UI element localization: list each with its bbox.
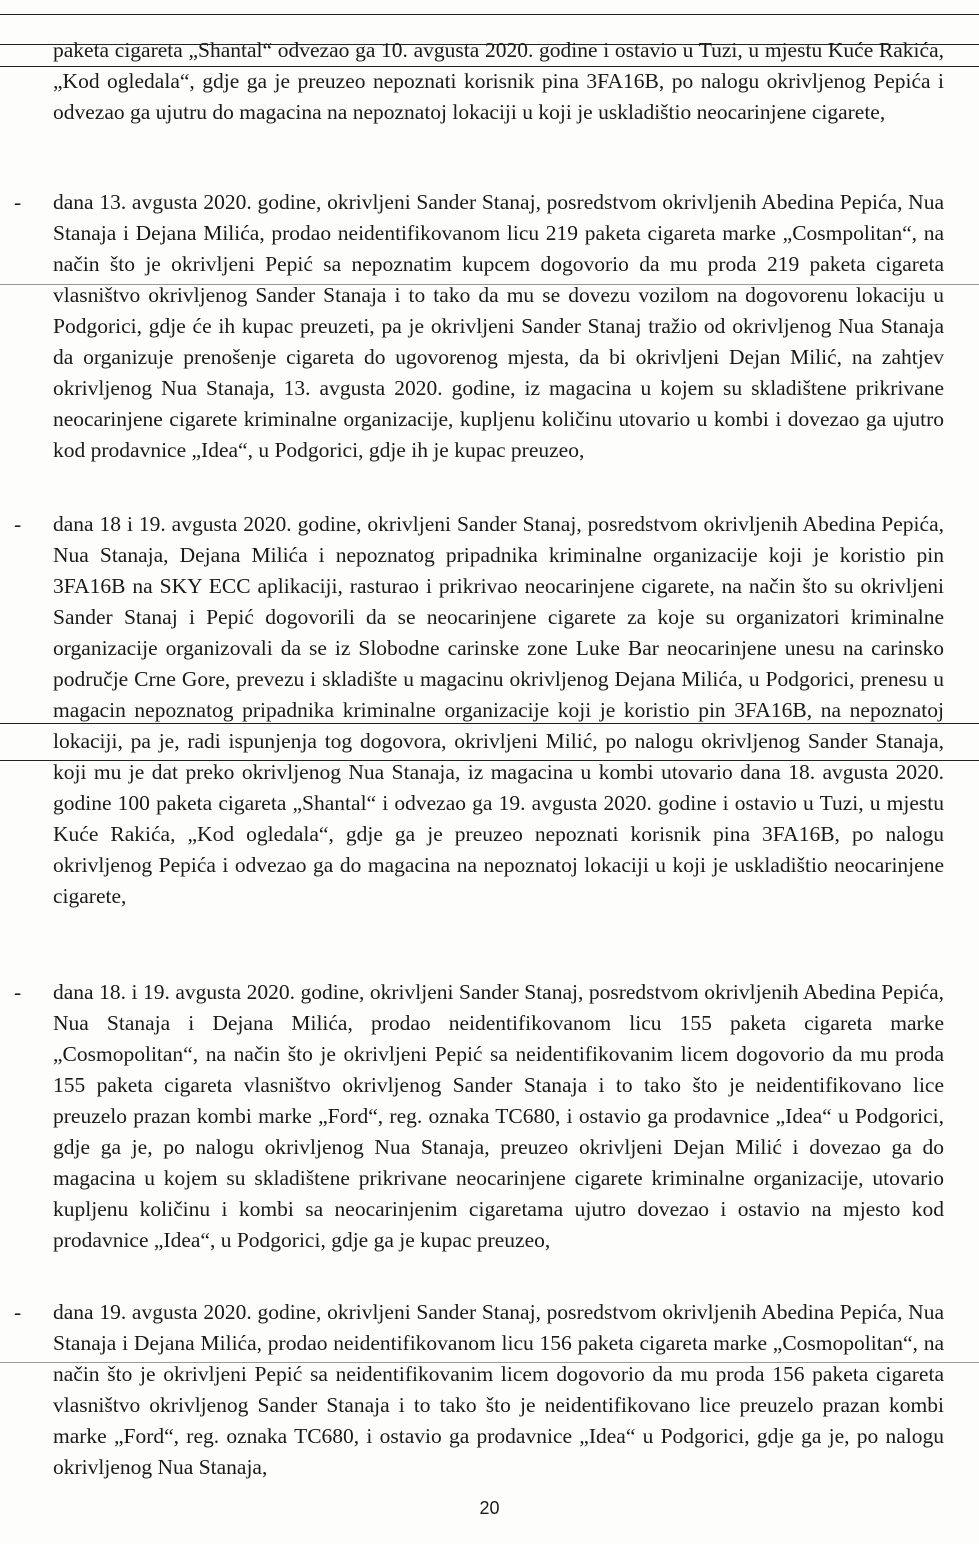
paragraph-continuation: paketa cigareta „Shantal“ odvezao ga 10. avgusta 2020. godine i ostavio u Tuzi, u mjestu Kuće Rakića, „Kod ogledala“, gdje ga je preuzeo nepoznati korisnik pina 3FA16B, po nalogu okrivljenog Pepića i odvezao ga ujutru do magacina na nepoznatoj lokaciji u koji je uskladištio neocarinjene cigarete, <box>53 38 944 124</box>
list-bullet: - <box>14 1300 22 1324</box>
list-item-text: dana 18 i 19. avgusta 2020. godine, okrivljeni Sander Stanaj, posredstvom okrivljenih Abedina Pepića, Nua Stanaja, Dejana Milića i nepoznatog pripadnika kriminalne organizacije koji je koristio pin 3FA16B na SKY ECC aplikaciji, rasturao i prikrivao neocarinjene cigarete, na način što su okrivljeni Sander Stanaj i Pepić dogovorili da se neocarinjene cigarete za koje su organizatori kriminalne organizacije organizovali da se iz Slobodne carinske zone Luke Bar neocarinjene unesu na carinsko područje Crne Gore, prevezu i skladište u magacinu okrivljenog Dejana Milića, u Podgorici, prenesu u magacin nepoznatog pripadnika kriminalne organizacije koji je koristio pin 3FA16B, na nepoznatoj lokaciji, pa je, radi ispunjenja tog dogovora, okrivljeni Milić, po nalogu okrivljenog Sander Stanaja, koji mu je dat preko okrivljenog Nua Stanaja, iz magacina u kombi utovario dana 18. avgusta 2020. godine 100 paketa cigareta „Shantal“ i odvezao ga 19. avgusta 2020. godine i ostavio u Tuzi, u mjestu Kuće Rakića, „Kod ogledala“, gdje ga je preuzeo nepoznati korisnik pina 3FA16B, po nalogu okrivljenog Pepića i odvezao ga do magacina na nepoznatoj lokaciji u koji je uskladištio neocarinjene cigarete, <box>53 512 944 908</box>
list-bullet: - <box>14 190 22 214</box>
scan-artifact-line <box>0 14 979 15</box>
list-item-text: dana 13. avgusta 2020. godine, okrivljeni Sander Stanaj, posredstvom okrivljenih Abedina Pepića, Nua Stanaja i Dejana Milića, prodao neidentifikovanom licu 219 paketa cigareta marke „Cosmpolitan“, na način što je okrivljeni Pepić sa nepoznatim kupcem dogovorio da mu proda 219 paketa cigareta vlasništvo okrivljenog Sander Stanaja i to tako da mu se dovezu vozilom na dogovorenu lokaciju u Podgorici, gdje će ih kupac preuzeti, pa je okrivljeni Sander Stanaj tražio od okrivljenog Nua Stanaja da organizuje prenošenje cigareta do ugovorenog mjesta, da bi okrivljeni Dejan Milić, na zahtjev okrivljenog Nua Stanaja, 13. avgusta 2020. godine, iz magacina u kojem su skladištene prikrivane neocarinjene cigarete kriminalne organizacije, kupljenu količinu utovario u kombi i dovezao ga ujutro kod prodavnice „Idea“, u Podgorici, gdje ih je kupac preuzeo, <box>53 190 944 462</box>
list-item-text: dana 18. i 19. avgusta 2020. godine, okrivljeni Sander Stanaj, posredstvom okrivljenih Abedina Pepića, Nua Stanaja i Dejana Milića, prodao neidentifikovanom licu 155 paketa cigareta marke „Cosmopolitan“, na način što je okrivljeni Pepić sa neidentifikovanim licem dogovorio da mu proda 155 paketa cigareta vlasništvo okrivljenog Sander Stanaja i to tako što je neidentifikovano lice preuzelo prazan kombi marke „Ford“, reg. oznaka TC680, i ostavio ga prodavnice „Idea“ u Podgorici, gdje ga je, po nalogu okrivljenog Nua Stanaja, preuzeo okrivljeni Dejan Milić i dovezao ga do magacina u kojem su skladištene prikrivane neocarinjene cigarete kriminalne organizacije, utovario kupljenu količinu i kombi sa neocarinjenim cigaretama ujutro dovezao i ostavio na mjesto kod prodavnice „Idea“, u Podgorici, gdje ga je kupac preuzeo, <box>53 980 944 1252</box>
list-bullet: - <box>14 512 22 536</box>
list-item-text: dana 19. avgusta 2020. godine, okrivljeni Sander Stanaj, posredstvom okrivljenih Abedina Pepića, Nua Stanaja i Dejana Milića, prodao neidentifikovanom licu 156 paketa cigareta marke „Cosmopolitan“, na način što je okrivljeni Pepić sa neidentifikovanim licem dogovorio da mu proda 156 paketa cigareta vlasništvo okrivljenog Sander Stanaja i to tako što je neidentifikovano lice preuzelo prazan kombi marke „Ford“, reg. oznaka TC680, i ostavio ga prodavnice „Idea“ u Podgorici, gdje ga je, po nalogu okrivljenog Nua Stanaja, <box>53 1300 944 1479</box>
list-bullet: - <box>14 980 22 1004</box>
page-number: 20 <box>479 1498 500 1518</box>
